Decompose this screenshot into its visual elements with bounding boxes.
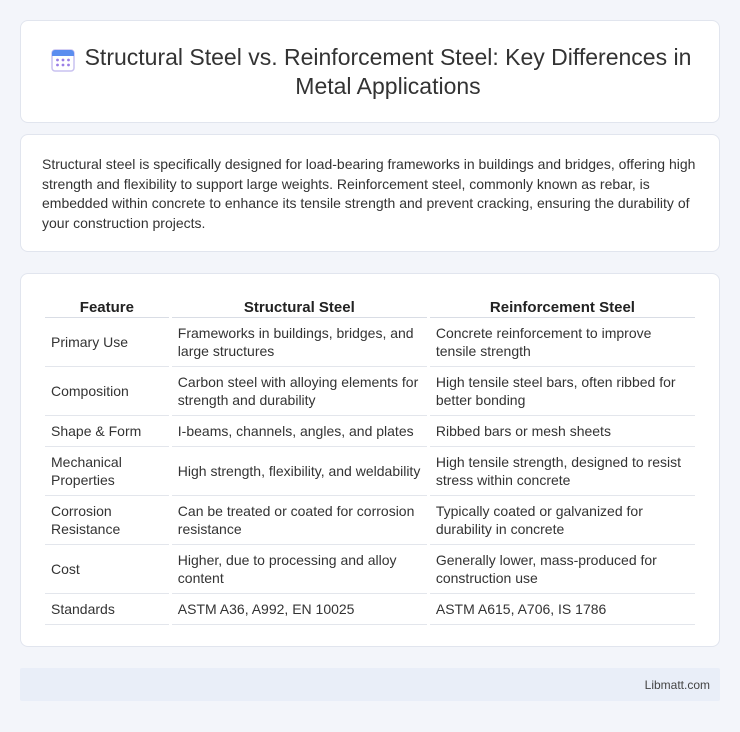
row-structural: I-beams, channels, angles, and plates (172, 416, 427, 447)
table-row (45, 545, 695, 594)
table-row (45, 447, 695, 496)
row-structural: Frameworks in buildings, bridges, and large structures (172, 318, 427, 367)
row-reinforcement: Typically coated or galvanized for durability in concrete (430, 496, 695, 545)
table-row (45, 367, 695, 416)
table-row (45, 318, 695, 367)
row-structural: ASTM A36, A992, EN 10025 (172, 594, 427, 625)
row-structural: Can be treated or coated for corrosion resistance (172, 496, 427, 545)
row-reinforcement: High tensile steel bars, often ribbed for better bonding (430, 367, 695, 416)
row-feature: Mechanical Properties (45, 447, 169, 496)
table-row (45, 416, 695, 447)
row-reinforcement: High tensile strength, designed to resist stress within concrete (430, 447, 695, 496)
row-structural: High strength, flexibility, and weldability (172, 447, 427, 496)
row-feature: Composition (45, 367, 169, 416)
comparison-card (20, 273, 720, 647)
header-structural-steel: Structural Steel (172, 296, 427, 318)
row-feature: Corrosion Resistance (45, 496, 169, 545)
row-reinforcement: ASTM A615, A706, IS 1786 (430, 594, 695, 625)
table-header-row (45, 296, 695, 318)
row-feature: Shape & Form (45, 416, 169, 447)
footer-bar (20, 668, 720, 701)
intro-card (20, 134, 720, 252)
row-reinforcement: Ribbed bars or mesh sheets (430, 416, 695, 447)
row-structural: Higher, due to processing and alloy content (172, 545, 427, 594)
footer-brand[interactable]: Libmatt.com (644, 678, 710, 692)
table-row (45, 496, 695, 545)
row-structural: Carbon steel with alloying elements for strength and durability (172, 367, 427, 416)
header-feature: Feature (45, 296, 169, 318)
comparison-table (42, 296, 698, 625)
row-feature: Cost (45, 545, 169, 594)
page-title: Structural Steel vs. Reinforcement Steel: Key Differences in Metal Applications (84, 43, 692, 99)
row-feature: Primary Use (45, 318, 169, 367)
row-reinforcement: Concrete reinforcement to improve tensile strength (430, 318, 695, 367)
table-row (45, 594, 695, 625)
row-feature: Standards (45, 594, 169, 625)
intro-paragraph: Structural steel is specifically designed for load-bearing frameworks in buildings and bridges, offering high strength and flexibility to support large weights. Reinforcement steel, commonly known as rebar, is embedded within concrete to enhance its tensile strength and prevent cracking, ensuring the durability of your construction projects. (42, 156, 696, 231)
row-reinforcement: Generally lower, mass-produced for construction use (430, 545, 695, 594)
header-reinforcement-steel: Reinforcement Steel (430, 296, 695, 318)
title-card (20, 20, 720, 123)
